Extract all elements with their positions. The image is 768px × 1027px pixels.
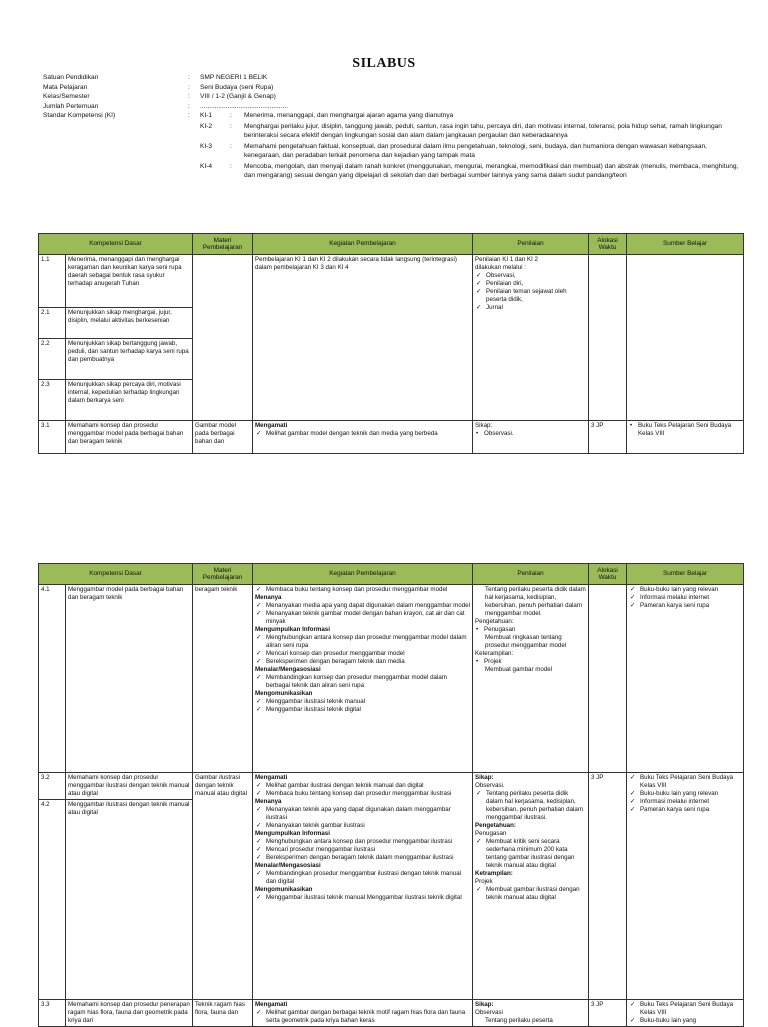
header-alokasi: Alokasi Waktu (589, 234, 627, 255)
ki-row: Standar Kompetensi (KI) : KI-1 : Menerima, menanggapi, dan menghargai ajaran agama yang dianutnya KI-2 : Menghargai perilaku jujur, disiplin, tanggung jawab, peduli, santun, rasa ingin tahu, percaya diri, dan motivasi internal, toleransi, pola hidup sehat, ramah lingkungan berinteraksi secara efektif dengan lingkungan sosial dan alam dalam jangkauan pergaulan dan keberadaannya KI-3 : Memahami pengetahuan faktual, konseptual, dan prosedural dalam ilmu pengetahuan, teknologi, seni, budaya, dan humaniora dengan wawasan kebangsaan, kenegaraan, dan peradaban terkait penomena dan kejadian yang tampak mata KI-4 : Mencoba, mengolah, dan menyaji dalam ranah konkret (menggunakan, mengurai, merangkai, memodifikasi dan membuat) dan abstrak (menulis, membaca, menghitung, dan mengarang) sesuai dengan yang dipelajari di sekolah dan dari berbagai sumber lainnya yang sama dalam sudut pandang/teori (43, 111, 743, 182)
header-alokasi: Alokasi Waktu (589, 564, 627, 585)
table-row: 2.1 Menunjukkan sikap menghargai, jujur, disiplin, melalui aktivitas berkesenian (39, 308, 744, 339)
table-row: 4.2 Menggambar ilustrasi dengan teknik manual atau digital (39, 800, 744, 1000)
table-row: 1.1 Menerima, menanggapi dan menghargai keragaman dan keunikan karya seni rupa daerah sebagai bentuk rasa syukur terhadap anugerah Tuhan Pembelajaran KI 1 dan KI 2 dilakukan secara tidak langsung (terintegrasi) dalam pembelajaran KI 3 dan KI 4 Penilaian KI 1 dan KI 2 dilakukan melalui : ✓ Observasi, ✓ Penilaian diri, ✓ Penilaian teman sejawat oleh peserta didik, ✓ Jurnal (39, 255, 744, 308)
header-sumber: Sumber Belajar (627, 234, 744, 255)
table-row: 4.1 Menggambar model pada berbagai bahan dan beragam teknik beragam teknik ✓ Membaca buku tentang konsep dan prosedur menggambar model Menanya ✓ Menanyakan media apa yang dapat digunakan dalam menggambar model ✓ Menanyakan teknik gambar model dengan bahan krayon, cat air dan cat minyak Mengumpulkan Informasi ✓ Menghubungkan antara konsep dan prosedur menggambar model dalam aliran seni rupa ✓ Mencari konsep dan prosedur menggambar model ✓ Bereksperimen dengan beragam teknik dan media Menalar/Mengasosiasi ✓ Membandingkan konsep dan prosedur menggambar model dalam berbagai teknik dan aliran seni rupa Mengomunikasikan ✓ Menggambar ilustrasi teknik manual ✓ Menggambar ilustrasi teknik digital Tentang perilaku peserta didik dalam hal kerjasama, kedisiplan, kebersihan, penuh perhatian dalam menggambar model. Pengetahuan: • Penugasan Membuat ringkasan tentang prosedur menggambar model Keterampilan: • Projek Membuat gambar model ✓ Buku-buku lain yang relevan ✓ Informasi melalui internet ✓ Pameran karya seni rupa (39, 585, 744, 773)
header-penilaian: Penilaian (473, 564, 589, 585)
kegiatan-cell: Pembelajaran KI 1 dan KI 2 dilakukan secara tidak langsung (terintegrasi) dalam pembelajaran KI 3 dan KI 4 (253, 255, 473, 421)
header-penilaian: Penilaian (473, 234, 589, 255)
identity-block (43, 73, 743, 182)
info-row: Satuan Pendidikan : SMP NEGERI 1 BELIK (43, 74, 268, 81)
table-row: 2.2 Menunjukkan sikap bertanggung jawab, peduli, dan santun terhadap karya seni rupa dan pembuatnya (39, 339, 744, 380)
page-title: SILABUS (352, 56, 416, 71)
table-row: 3.2 Memahami konsep dan prosedur menggambar ilustrasi dengan teknik manual atau digital Gambar ilustrasi dengan teknik manual atau digital Mengamati ✓ Melihat gambar ilustrasi dengan teknik manual dan digital ✓ Membaca buku tentang konsep dan prosedur menggambar ilustrasi Menanya ✓ Menanyakan teknik apa yang dapat digunakan dalam menggambar ilustrasi ✓ Menanyakan teknik gambar ilustrasi Mengumpulkan Informasi ✓ Menghubungkan antara konsep dan prosedur menggambar ilustrasi ✓ Mencari prosedur menggambar ilustrasi ✓ Bereksperimen dengan beragam teknik dalam menggambar ilustrasi Menalar/Mengasosiasi ✓ Membandingkan prosedur menggambar ilustrasi dengan teknik manual dan digital Mengomunikasikan ✓ Menggambar ilustrasi teknik manual Menggambar ilustrasi teknik digital Sikap: Observasi. ✓ Tentang perilaku peserta didik dalam hal kerjasama, kedisiplan, kebersihan, penuh perhatian dalam menggambar ilustrasi. Pengetahuan: Penugasan ✓ Membuat kritik seni secara sederhana minimum 200 kata tentang gambar ilustrasi dengan teknik manual atau digital Ketrampilan: Projek ✓ Membuat gambar ilustrasi dengan teknik manual atau digital 3 JP ✓ Buku Teks Pelajaran Seni Budaya Kelas VIII ✓ Buku-buku lain yang relevan ✓ Informasi melalui internet ✓ Pameran karya seni rupa (39, 773, 744, 800)
syllabus-table-2 (38, 563, 744, 1027)
penilaian-cell: Penilaian KI 1 dan KI 2 dilakukan melalui : ✓ Observasi, ✓ Penilaian diri, ✓ Penilaian teman sejawat oleh peserta didik, ✓ Jurnal (473, 255, 589, 421)
header-kompetensi: Kompetensi Dasar (39, 234, 193, 255)
ki-item: KI-3 : Memahami pengetahuan faktual, konseptual, dan prosedural dalam ilmu pengetahuan, teknologi, seni, budaya, dan humaniora dengan wawasan kebangsaan, kenegaraan, dan peradaban terkait penomena dan kejadian yang tampak mata (200, 142, 707, 159)
ki-list (200, 111, 743, 182)
sk-label: Standar Kompetensi (KI) (43, 112, 116, 119)
table-header (39, 234, 744, 255)
info-row: Kelas/Semester : VIII / 1-2 (Ganjil & Genap) (43, 93, 276, 100)
table-row: 3.3 Memahami konsep dan prosedur penerapan ragam hias flora, fauna dan geometrik pada kriya dari Teknik ragam hias flora, fauna dan Mengamati ✓ Melihat gambar dengan berbagai teknik motif ragam hias flora dan fauna serta geometrik pada kriya bahan keras Sikap: Observasi Tentang perilaku peserta 3 JP ✓ Buku Teks Pelajaran Seni Budaya Kelas VIII ✓ Buku-buku lain yang (39, 1000, 744, 1027)
ki-item: KI-1 : Menerima, menanggapi, dan menghargai ajaran agama yang dianutnya (200, 112, 454, 119)
ki-item: KI-4 : Mencoba, mengolah, dan menyaji dalam ranah konkret (menggunakan, mengurai, merangkai, memodifikasi dan membuat) dan abstrak (menulis, membaca, menghitung, dan mengarang) sesuai dengan yang dipelajari di sekolah dan dari berbagai sumber lainnya yang sama dalam sudut pandang/teori (200, 162, 739, 179)
header-materi: Materi Pembelajaran (193, 234, 253, 255)
header-sumber: Sumber Belajar (627, 564, 744, 585)
info-row: Jumlah Pertemuan : ................................................ (43, 102, 288, 110)
ki-item: KI-2 : Menghargai perilaku jujur, disiplin, tanggung jawab, peduli, santun, rasa ingin tahu, percaya diri, dan motivasi internal, toleransi, pola hidup sehat, ramah lingkungan berinteraksi secara efektif dengan lingkungan sosial dan alam dalam jangkauan pergaulan dan keberadaannya (200, 122, 722, 139)
header-kegiatan: Kegiatan Pembelajaran (253, 234, 473, 255)
table-header (39, 564, 744, 585)
header-kompetensi: Kompetensi Dasar (39, 564, 193, 585)
table-row: 2.3 Menunjukkan sikap percaya diri, motivasi internal, kepedulian terhadap lingkungan dalam berkarya seni (39, 380, 744, 421)
table-row: 3.1 Memahami konsep dan prosedur menggambar model pada berbagai bahan dan beragam teknik Gambar model pada berbagai bahan dan Mengamati ✓ Melihat gambar model dengan teknik dan media yang berbeda Sikap: • Observasi. 3 JP • Buku Teks Pelajaran Seni Budaya Kelas VIII (39, 421, 744, 454)
info-row: Mata Pelajaran : Seni Budaya (seni Rupa) (43, 83, 274, 91)
header-kegiatan: Kegiatan Pembelajaran (253, 564, 473, 585)
header-materi: Materi Pembelajaran (193, 564, 253, 585)
syllabus-table-1 (38, 233, 744, 454)
